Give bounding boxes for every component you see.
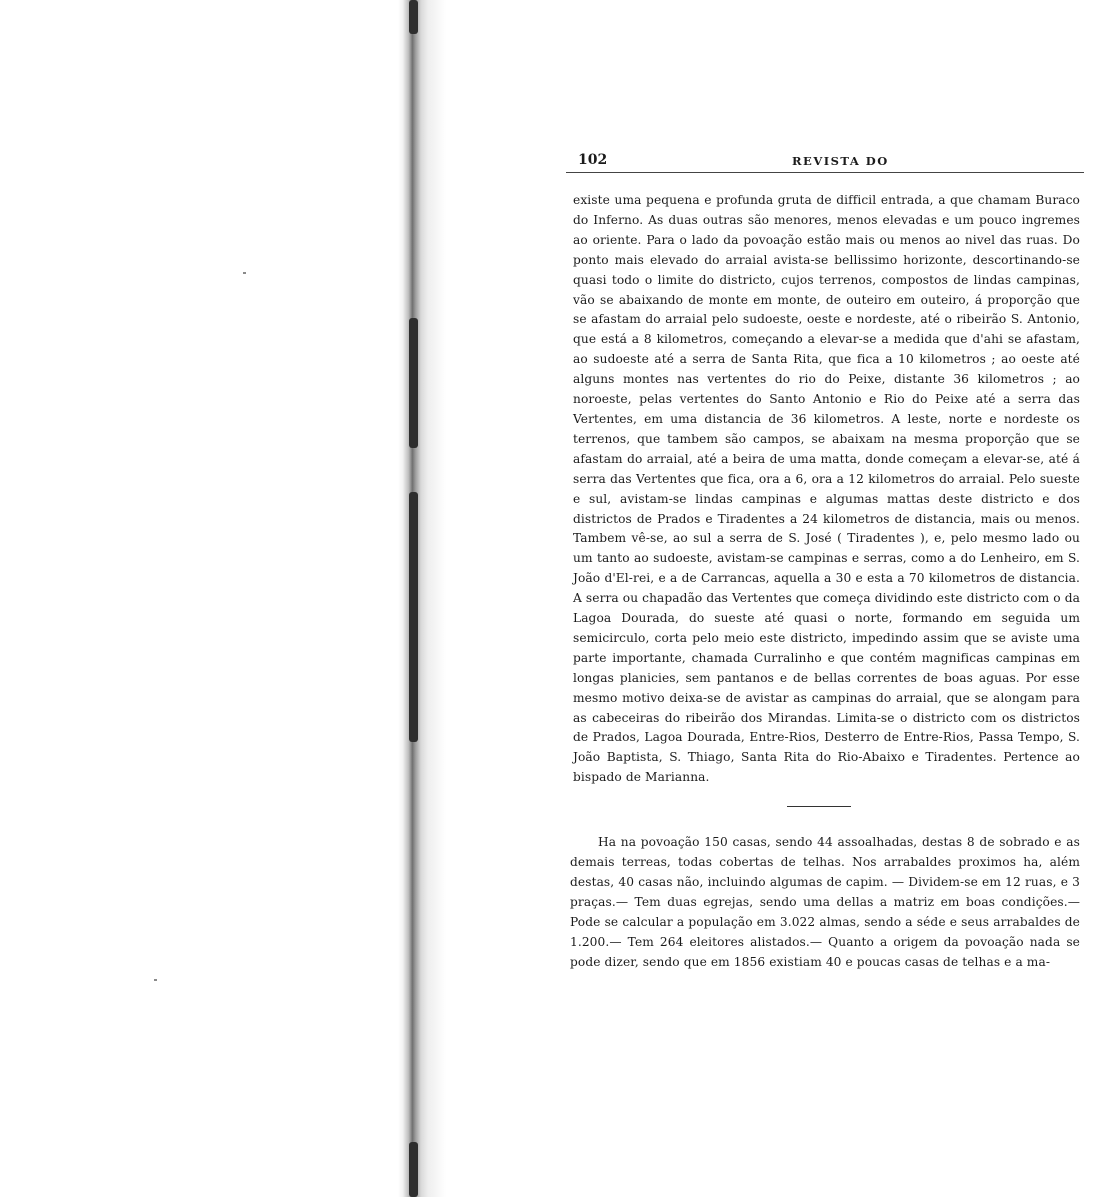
spine-shadow-mark xyxy=(409,1142,418,1197)
page-number: 102 xyxy=(578,152,608,168)
running-header xyxy=(566,150,1084,173)
book-spine-gutter xyxy=(398,0,446,1197)
body-paragraph: Ha na povoação 150 casas, sendo 44 assoalhadas, destas 8 de sobrado e as demais terreas, todas cobertas de telhas. Nos arrabaldes proximos ha, além destas, 40 casas não, incluindo algumas de capim. — Dividem-se em 12 ruas, e 3 praças.— Tem duas egrejas, sendo uma dellas a matriz em boas condições.— Pode se calcular a população em 3.022 almas, sendo a séde e seus arrabaldes de 1.200.— Tem 264 eleitores alistados.— Quanto a origem da povoação nada se pode dizer, sendo que em 1856 existiam 40 e poucas casas de telhas e a ma- xyxy=(570,835,1080,969)
scan-speck xyxy=(154,979,157,981)
section-separator xyxy=(787,806,851,807)
body-paragraph: existe uma pequena e profunda gruta de difficil entrada, a que chamam Buraco do Inferno. As duas outras são menores, menos elevadas e um pouco ingremes ao oriente. Para o lado da povoação estão mais ou menos ao nivel das ruas. Do ponto mais elevado do arraial avista-se bellissimo horizonte, descortinando-se quasi todo o limite do districto, cujos terrenos, compostos de lindas campinas, vão se abaixando de monte em monte, de outeiro em outeiro, á proporção que se afastam do arraial pelo sudoeste, oeste e nordeste, até o ribeirão S. Antonio, que está a 8 kilometros, começando a elevar-se a medida que d'ahi se afastam, ao sudoeste até a serra de Santa Rita, que fica a 10 kilometros ; ao oeste até alguns montes nas vertentes do rio do Peixe, distante 36 kilometros ; ao noroeste, pelas vertentes do Santo Antonio e Rio do Peixe até a serra das Vertentes, em uma distancia de 36 kilometros. A leste, norte e nordeste os terrenos, que tambem são campos, se abaixam na mesma proporção que se afastam do arraial, até a beira de uma matta, donde começam a elevar-se, até á serra das Vertentes que fica, ora a 6, ora a 12 kilometros do arraial. Pelo sueste e sul, avistam-se lindas campinas e algumas mattas deste districto e dos districtos de Prados e Tiradentes a 24 kilometros de distancia, mais ou menos. Tambem vê-se, ao sul a serra de S. José ( Tiradentes ), e, pelo mesmo lado ou um tanto ao sudoeste, avistam-se campinas e serras, como a do Lenheiro, em S. João d'El-rei, e a de Carrancas, aquella a 30 e esta a 70 kilometros de distancia. A serra ou chapadão das Vertentes que começa dividindo este districto com o da Lagoa Dourada, do sueste até quasi o norte, formando em seguida um semicirculo, corta pelo meio este districto, impedindo assim que se aviste uma parte importante, chamada Curralinho e que contém magnificas campinas em longas planicies, sem pantanos e de bellas correntes de boas aguas. Por esse mesmo motivo deixa-se de avistar as campinas do arraial, que se alongam para as cabeceiras do ribeirão dos Mirandas. Limita-se o districto com os districtos de Prados, Lagoa Dourada, Entre-Rios, Desterro de Entre-Rios, Passa Tempo, S. João Baptista, S. Thiago, Santa Rita do Rio-Abaixo e Tiradentes. Pertence ao bispado de Marianna. xyxy=(573,193,1080,785)
spine-shadow-mark xyxy=(409,492,418,742)
book-page xyxy=(566,150,1084,973)
scan-speck xyxy=(243,272,246,274)
running-title: REVISTA DO xyxy=(792,154,889,168)
spine-shadow-mark xyxy=(409,318,418,448)
spine-shadow-mark xyxy=(409,0,418,34)
